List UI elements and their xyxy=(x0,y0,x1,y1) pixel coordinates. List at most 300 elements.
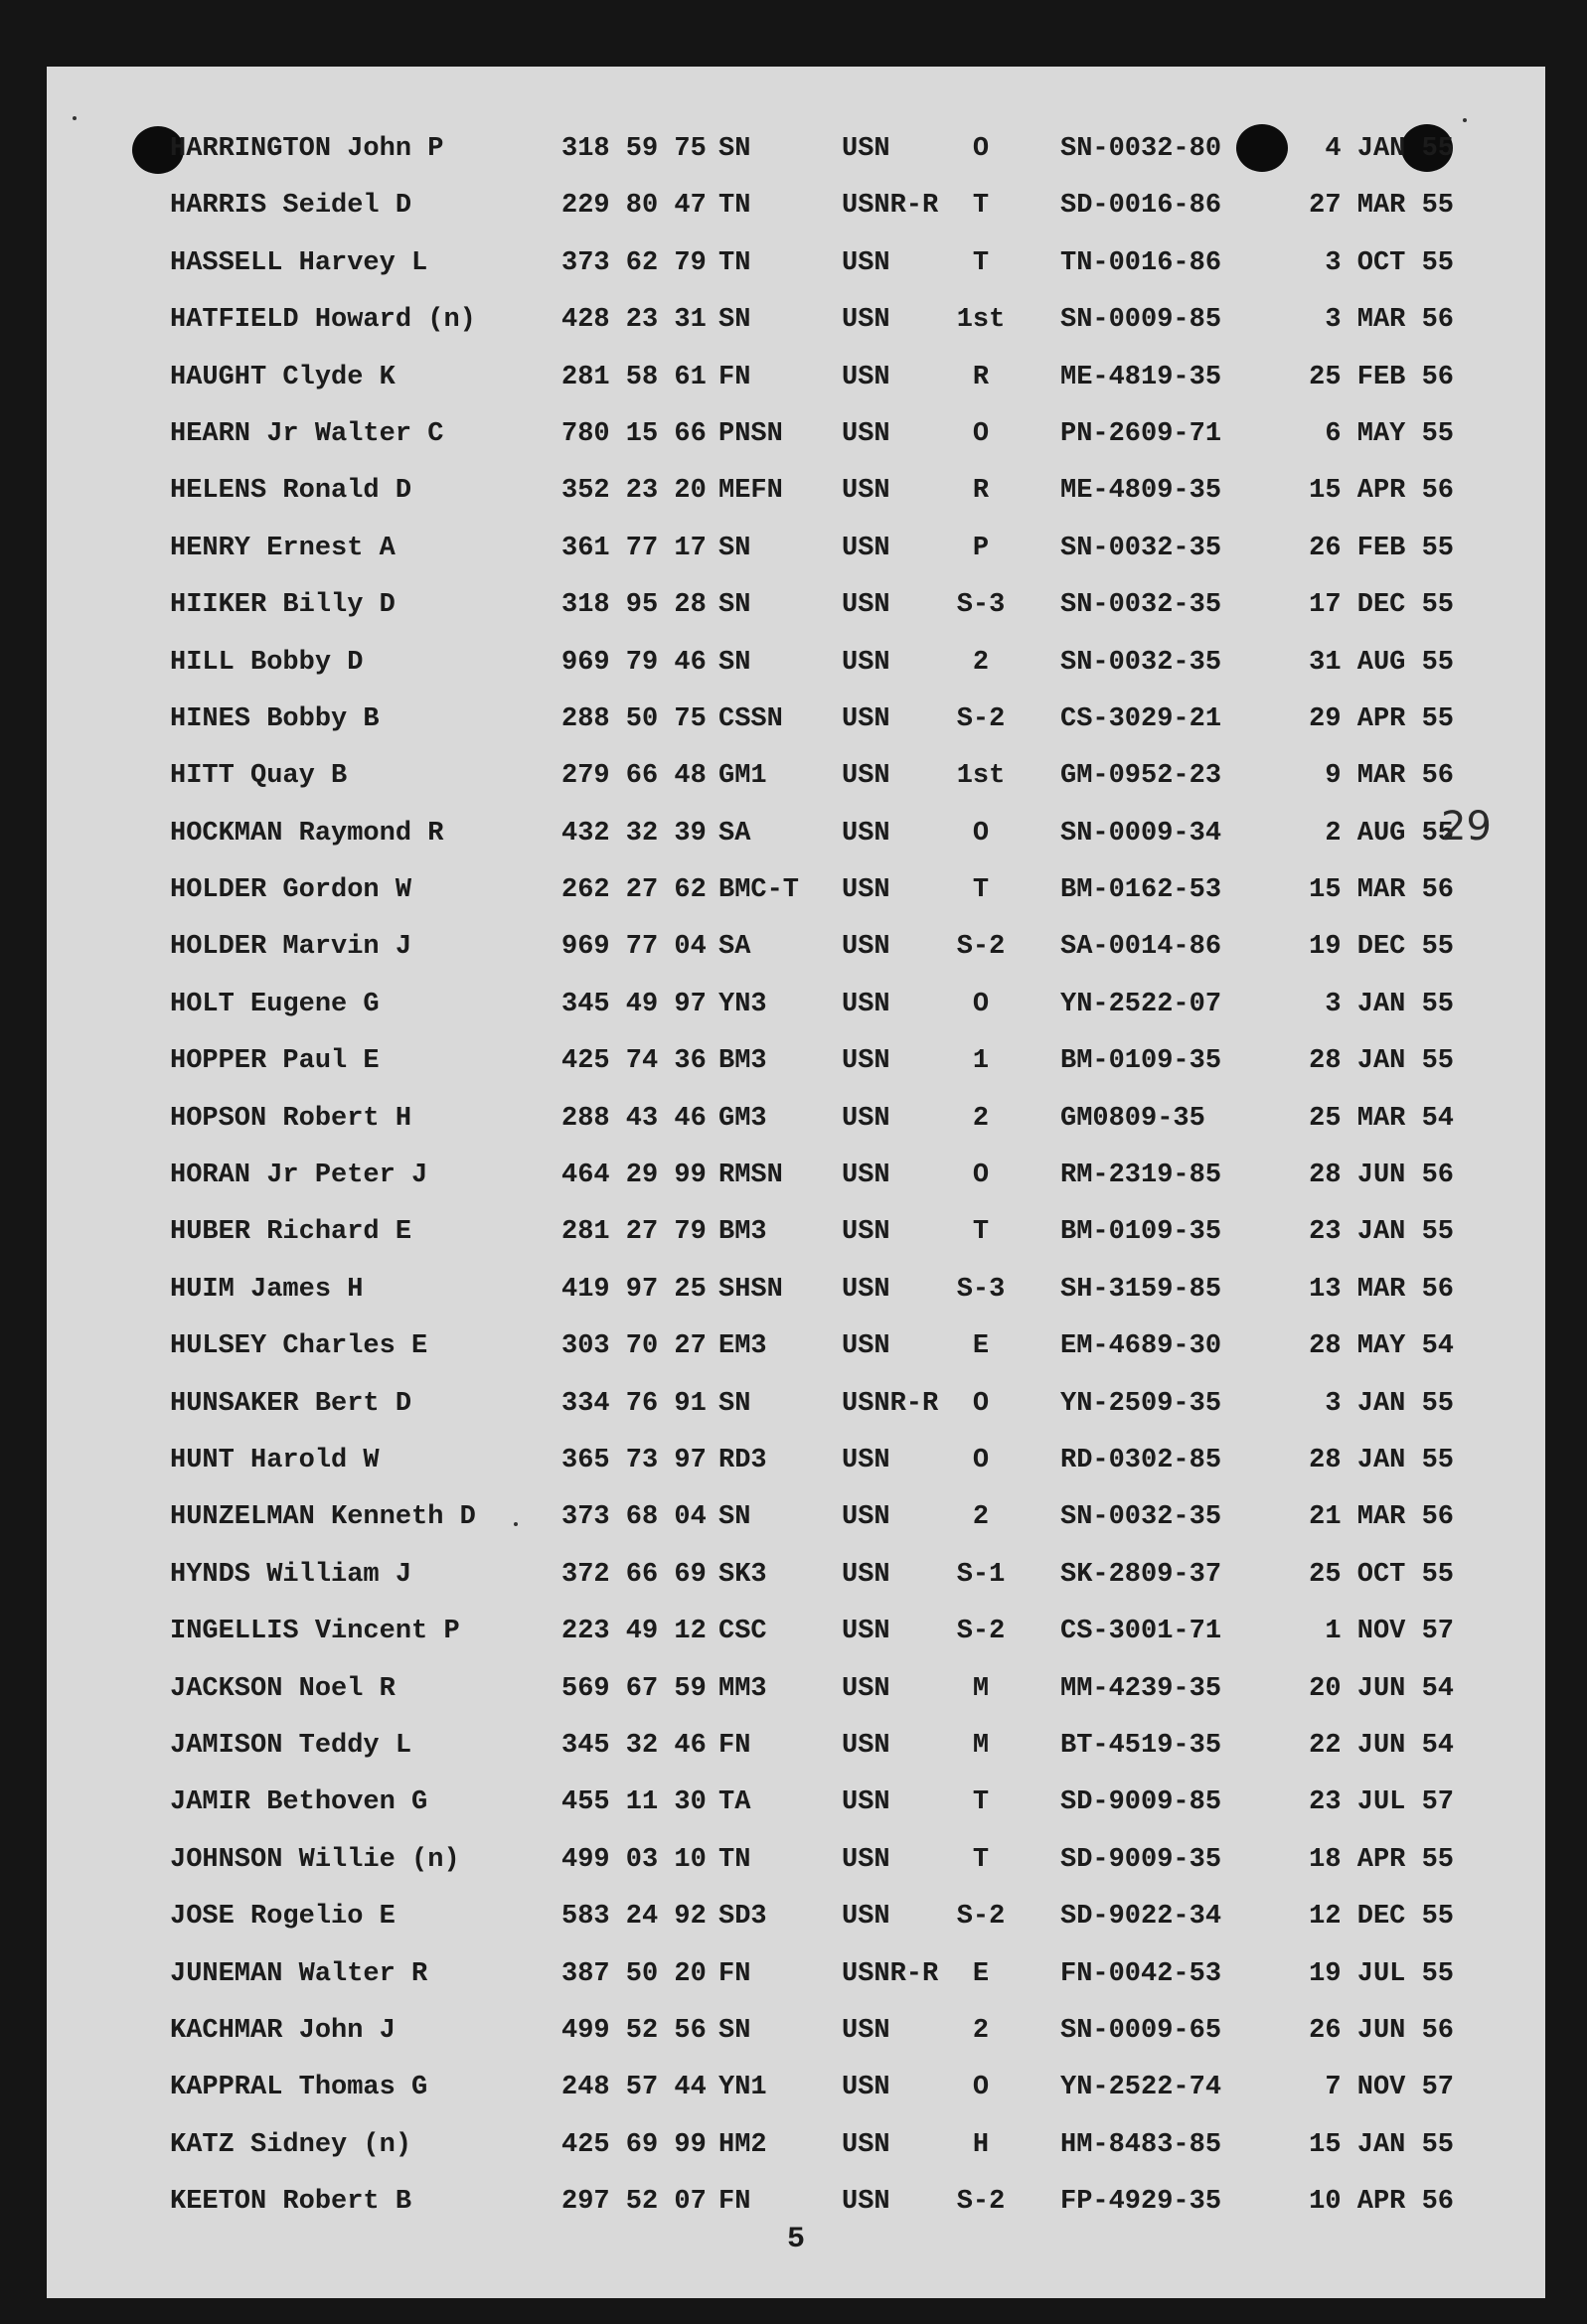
record-service-number: 361 77 17 xyxy=(561,533,707,563)
record-code: T xyxy=(972,1217,990,1248)
record-name: HULSEY Charles E xyxy=(170,1331,428,1362)
record-row xyxy=(47,1318,1545,1375)
record-name: HARRIS Seidel D xyxy=(170,191,412,222)
record-service-number: 318 59 75 xyxy=(561,134,707,164)
record-designator: SD-9009-35 xyxy=(1060,1844,1222,1875)
record-name: HUBER Richard E xyxy=(170,1217,412,1248)
record-service-number: 365 73 97 xyxy=(561,1445,707,1475)
record-row xyxy=(47,1489,1545,1546)
record-name: HAUGHT Clyde K xyxy=(170,362,396,392)
record-date: 23 JUL 57 xyxy=(1309,1787,1454,1818)
records-list xyxy=(47,121,1545,2231)
record-date: 25 MAR 54 xyxy=(1309,1103,1454,1134)
record-rate: SN xyxy=(718,1502,751,1533)
record-designator: SD-9009-85 xyxy=(1060,1787,1222,1818)
record-rate: SA xyxy=(718,932,751,963)
record-row xyxy=(47,1148,1545,1204)
record-service-number: 425 74 36 xyxy=(561,1046,707,1077)
record-designator: SN-0009-85 xyxy=(1060,305,1222,336)
record-component: USN xyxy=(842,2129,890,2160)
record-component: USN xyxy=(842,818,890,849)
record-designator: BM-0162-53 xyxy=(1060,875,1222,906)
record-rate: FN xyxy=(718,362,751,392)
record-code: S-2 xyxy=(956,703,1006,734)
record-service-number: 248 57 44 xyxy=(561,2073,707,2103)
record-component: USN xyxy=(842,476,890,507)
record-rate: FN xyxy=(718,2187,751,2218)
record-component: USN xyxy=(842,2015,890,2046)
record-row xyxy=(47,1604,1545,1660)
record-service-number: 969 77 04 xyxy=(561,932,707,963)
record-date: 23 JAN 55 xyxy=(1309,1217,1454,1248)
record-service-number: 345 32 46 xyxy=(561,1730,707,1761)
record-name: HATFIELD Howard (n) xyxy=(170,305,476,336)
record-date: 31 AUG 55 xyxy=(1309,647,1454,678)
record-component: USN xyxy=(842,1445,890,1475)
record-rate: TA xyxy=(718,1787,751,1818)
record-rate: SD3 xyxy=(718,1902,767,1933)
record-name: JOHNSON Willie (n) xyxy=(170,1844,460,1875)
record-code: T xyxy=(972,1787,990,1818)
record-row xyxy=(47,121,1545,178)
record-component: USN xyxy=(842,305,890,336)
record-code: S-2 xyxy=(956,932,1006,963)
record-component: USN xyxy=(842,1787,890,1818)
record-rate: SK3 xyxy=(718,1559,767,1590)
record-date: 12 DEC 55 xyxy=(1309,1902,1454,1933)
record-service-number: 499 52 56 xyxy=(561,2015,707,2046)
record-rate: SHSN xyxy=(718,1274,783,1305)
record-rate: CSC xyxy=(718,1617,767,1647)
record-code: O xyxy=(972,2073,990,2103)
record-row xyxy=(47,235,1545,292)
record-name: INGELLIS Vincent P xyxy=(170,1617,460,1647)
record-designator: SN-0032-35 xyxy=(1060,533,1222,563)
record-rate: TN xyxy=(718,247,751,278)
record-row xyxy=(47,1889,1545,1945)
record-component: USN xyxy=(842,761,890,792)
record-designator: FN-0042-53 xyxy=(1060,1958,1222,1989)
record-code: S-2 xyxy=(956,1617,1006,1647)
record-service-number: 583 24 92 xyxy=(561,1902,707,1933)
record-date: 15 APR 56 xyxy=(1309,476,1454,507)
record-rate: SN xyxy=(718,305,751,336)
margin-number: 29 xyxy=(1441,804,1492,850)
record-name: HUNT Harold W xyxy=(170,1445,380,1475)
record-rate: YN3 xyxy=(718,989,767,1019)
record-designator: SN-0032-35 xyxy=(1060,590,1222,621)
record-name: KAPPRAL Thomas G xyxy=(170,2073,428,2103)
record-row xyxy=(47,919,1545,976)
record-code: S-1 xyxy=(956,1559,1006,1590)
record-service-number: 223 49 12 xyxy=(561,1617,707,1647)
record-date: 28 JUN 56 xyxy=(1309,1161,1454,1191)
record-row xyxy=(47,1718,1545,1775)
record-date: 20 JUN 54 xyxy=(1309,1673,1454,1704)
record-date: 28 JAN 55 xyxy=(1309,1445,1454,1475)
record-rate: TN xyxy=(718,1844,751,1875)
record-designator: SD-0016-86 xyxy=(1060,191,1222,222)
record-name: HORAN Jr Peter J xyxy=(170,1161,428,1191)
record-code: E xyxy=(972,1958,990,1989)
record-date: 1 NOV 57 xyxy=(1325,1617,1454,1647)
record-component: USN xyxy=(842,1103,890,1134)
record-rate: FN xyxy=(718,1730,751,1761)
record-rate: GM1 xyxy=(718,761,767,792)
record-name: HUNSAKER Bert D xyxy=(170,1388,412,1419)
record-component: USN xyxy=(842,1161,890,1191)
record-name: HITT Quay B xyxy=(170,761,348,792)
record-date: 19 DEC 55 xyxy=(1309,932,1454,963)
record-name: HILL Bobby D xyxy=(170,647,364,678)
record-row xyxy=(47,577,1545,634)
record-name: HOCKMAN Raymond R xyxy=(170,818,444,849)
record-designator: YN-2522-07 xyxy=(1060,989,1222,1019)
record-service-number: 464 29 99 xyxy=(561,1161,707,1191)
record-rate: SN xyxy=(718,1388,751,1419)
record-name: JACKSON Noel R xyxy=(170,1673,396,1704)
record-code: O xyxy=(972,1445,990,1475)
record-rate: BM3 xyxy=(718,1217,767,1248)
record-rate: CSSN xyxy=(718,703,783,734)
record-component: USN xyxy=(842,703,890,734)
record-code: O xyxy=(972,818,990,849)
record-code: O xyxy=(972,1388,990,1419)
record-name: HENRY Ernest A xyxy=(170,533,396,563)
record-name: JUNEMAN Walter R xyxy=(170,1958,428,1989)
record-service-number: 372 66 69 xyxy=(561,1559,707,1590)
record-component: USN xyxy=(842,1730,890,1761)
record-date: 4 JAN 55 xyxy=(1325,134,1454,164)
record-designator: BM-0109-35 xyxy=(1060,1217,1222,1248)
record-component: USN xyxy=(842,1331,890,1362)
record-service-number: 281 27 79 xyxy=(561,1217,707,1248)
record-rate: TN xyxy=(718,191,751,222)
record-name: HOLDER Marvin J xyxy=(170,932,412,963)
record-row xyxy=(47,2117,1545,2174)
record-code: E xyxy=(972,1331,990,1362)
record-name: HEARN Jr Walter C xyxy=(170,418,444,449)
record-code: O xyxy=(972,989,990,1019)
record-name: HELENS Ronald D xyxy=(170,476,412,507)
record-name: HUIM James H xyxy=(170,1274,364,1305)
record-rate: SN xyxy=(718,533,751,563)
record-name: HUNZELMAN Kenneth D xyxy=(170,1502,476,1533)
record-component: USN xyxy=(842,1046,890,1077)
record-designator: SH-3159-85 xyxy=(1060,1274,1222,1305)
record-date: 13 MAR 56 xyxy=(1309,1274,1454,1305)
record-rate: BMC-T xyxy=(718,875,800,906)
record-component: USN xyxy=(842,1844,890,1875)
record-date: 25 OCT 55 xyxy=(1309,1559,1454,1590)
record-row xyxy=(47,2060,1545,2116)
record-rate: PNSN xyxy=(718,418,783,449)
record-code: 1 xyxy=(972,1046,990,1077)
record-row xyxy=(47,1775,1545,1831)
record-component: USNR-R xyxy=(842,1388,939,1419)
record-component: USN xyxy=(842,1217,890,1248)
record-date: 3 JAN 55 xyxy=(1325,1388,1454,1419)
record-service-number: 428 23 31 xyxy=(561,305,707,336)
record-component: USN xyxy=(842,1902,890,1933)
record-code: R xyxy=(972,476,990,507)
record-service-number: 345 49 97 xyxy=(561,989,707,1019)
record-name: HOLDER Gordon W xyxy=(170,875,412,906)
record-service-number: 288 50 75 xyxy=(561,703,707,734)
record-code: P xyxy=(972,533,990,563)
record-name: JOSE Rogelio E xyxy=(170,1902,396,1933)
record-date: 9 MAR 56 xyxy=(1325,761,1454,792)
record-service-number: 780 15 66 xyxy=(561,418,707,449)
record-row xyxy=(47,1946,1545,2003)
record-name: HYNDS William J xyxy=(170,1559,412,1590)
record-designator: SD-9022-34 xyxy=(1060,1902,1222,1933)
record-row xyxy=(47,1376,1545,1433)
record-row xyxy=(47,862,1545,919)
record-designator: BT-4519-35 xyxy=(1060,1730,1222,1761)
record-component: USNR-R xyxy=(842,1958,939,1989)
record-rate: EM3 xyxy=(718,1331,767,1362)
record-date: 21 MAR 56 xyxy=(1309,1502,1454,1533)
record-designator: SN-0032-35 xyxy=(1060,1502,1222,1533)
record-designator: RM-2319-85 xyxy=(1060,1161,1222,1191)
record-component: USN xyxy=(842,875,890,906)
record-code: 2 xyxy=(972,1103,990,1134)
record-code: T xyxy=(972,875,990,906)
record-service-number: 455 11 30 xyxy=(561,1787,707,1818)
record-component: USN xyxy=(842,1502,890,1533)
record-code: 1st xyxy=(956,305,1006,336)
record-designator: YN-2509-35 xyxy=(1060,1388,1222,1419)
record-rate: RMSN xyxy=(718,1161,783,1191)
record-component: USN xyxy=(842,247,890,278)
record-component: USN xyxy=(842,1673,890,1704)
record-service-number: 419 97 25 xyxy=(561,1274,707,1305)
record-component: USN xyxy=(842,989,890,1019)
record-service-number: 303 70 27 xyxy=(561,1331,707,1362)
record-designator: CS-3029-21 xyxy=(1060,703,1222,734)
record-code: T xyxy=(972,247,990,278)
record-row xyxy=(47,806,1545,862)
record-name: JAMIR Bethoven G xyxy=(170,1787,428,1818)
record-component: USN xyxy=(842,1559,890,1590)
record-date: 26 FEB 55 xyxy=(1309,533,1454,563)
record-row xyxy=(47,1547,1545,1604)
document-page xyxy=(47,67,1545,2298)
record-row xyxy=(47,1204,1545,1261)
record-code: M xyxy=(972,1730,990,1761)
record-row xyxy=(47,748,1545,805)
record-code: 2 xyxy=(972,647,990,678)
record-row xyxy=(47,406,1545,463)
record-date: 28 JAN 55 xyxy=(1309,1046,1454,1077)
record-row xyxy=(47,635,1545,692)
record-designator: HM-8483-85 xyxy=(1060,2129,1222,2160)
record-component: USN xyxy=(842,932,890,963)
record-date: 3 OCT 55 xyxy=(1325,247,1454,278)
record-component: USNR-R xyxy=(842,191,939,222)
record-component: USN xyxy=(842,2073,890,2103)
record-service-number: 373 62 79 xyxy=(561,247,707,278)
record-code: H xyxy=(972,2129,990,2160)
record-rate: MEFN xyxy=(718,476,783,507)
record-rate: SN xyxy=(718,590,751,621)
record-rate: RD3 xyxy=(718,1445,767,1475)
record-code: T xyxy=(972,191,990,222)
record-service-number: 373 68 04 xyxy=(561,1502,707,1533)
record-date: 17 DEC 55 xyxy=(1309,590,1454,621)
record-rate: SN xyxy=(718,134,751,164)
record-name: HINES Bobby B xyxy=(170,703,380,734)
record-designator: EM-4689-30 xyxy=(1060,1331,1222,1362)
record-row xyxy=(47,977,1545,1033)
record-designator: PN-2609-71 xyxy=(1060,418,1222,449)
record-row xyxy=(47,1661,1545,1718)
record-code: R xyxy=(972,362,990,392)
record-service-number: 288 43 46 xyxy=(561,1103,707,1134)
record-designator: RD-0302-85 xyxy=(1060,1445,1222,1475)
record-designator: FP-4929-35 xyxy=(1060,2187,1222,2218)
record-name: KACHMAR John J xyxy=(170,2015,396,2046)
record-designator: YN-2522-74 xyxy=(1060,2073,1222,2103)
record-code: S-3 xyxy=(956,590,1006,621)
record-component: USN xyxy=(842,2187,890,2218)
record-date: 7 NOV 57 xyxy=(1325,2073,1454,2103)
record-service-number: 569 67 59 xyxy=(561,1673,707,1704)
record-designator: ME-4819-35 xyxy=(1060,362,1222,392)
record-code: S-2 xyxy=(956,2187,1006,2218)
record-date: 15 JAN 55 xyxy=(1309,2129,1454,2160)
speck-mark xyxy=(73,116,77,120)
record-rate: MM3 xyxy=(718,1673,767,1704)
record-rate: YN1 xyxy=(718,2073,767,2103)
record-rate: HM2 xyxy=(718,2129,767,2160)
record-designator: SA-0014-86 xyxy=(1060,932,1222,963)
record-date: 18 APR 55 xyxy=(1309,1844,1454,1875)
record-component: USN xyxy=(842,647,890,678)
record-service-number: 318 95 28 xyxy=(561,590,707,621)
record-name: HASSELL Harvey L xyxy=(170,247,428,278)
record-designator: BM-0109-35 xyxy=(1060,1046,1222,1077)
record-name: HOPPER Paul E xyxy=(170,1046,380,1077)
record-row xyxy=(47,521,1545,577)
record-code: 2 xyxy=(972,1502,990,1533)
page-number: 5 xyxy=(786,2223,805,2256)
record-component: USN xyxy=(842,134,890,164)
record-designator: SK-2809-37 xyxy=(1060,1559,1222,1590)
record-row xyxy=(47,178,1545,234)
record-designator: TN-0016-86 xyxy=(1060,247,1222,278)
record-component: USN xyxy=(842,1274,890,1305)
record-code: T xyxy=(972,1844,990,1875)
record-rate: SN xyxy=(718,2015,751,2046)
record-name: HOPSON Robert H xyxy=(170,1103,412,1134)
record-designator: SN-0009-34 xyxy=(1060,818,1222,849)
record-date: 3 JAN 55 xyxy=(1325,989,1454,1019)
record-service-number: 281 58 61 xyxy=(561,362,707,392)
record-designator: CS-3001-71 xyxy=(1060,1617,1222,1647)
record-code: S-2 xyxy=(956,1902,1006,1933)
record-row xyxy=(47,463,1545,520)
record-date: 28 MAY 54 xyxy=(1309,1331,1454,1362)
record-designator: ME-4809-35 xyxy=(1060,476,1222,507)
record-rate: SA xyxy=(718,818,751,849)
record-date: 25 FEB 56 xyxy=(1309,362,1454,392)
record-date: 15 MAR 56 xyxy=(1309,875,1454,906)
record-designator: MM-4239-35 xyxy=(1060,1673,1222,1704)
record-designator: SN-0009-65 xyxy=(1060,2015,1222,2046)
record-row xyxy=(47,1832,1545,1889)
record-date: 29 APR 55 xyxy=(1309,703,1454,734)
record-row xyxy=(47,350,1545,406)
record-rate: FN xyxy=(718,1958,751,1989)
record-date: 26 JUN 56 xyxy=(1309,2015,1454,2046)
record-date: 27 MAR 55 xyxy=(1309,191,1454,222)
record-code: 1st xyxy=(956,761,1006,792)
record-service-number: 297 52 07 xyxy=(561,2187,707,2218)
record-service-number: 425 69 99 xyxy=(561,2129,707,2160)
record-rate: BM3 xyxy=(718,1046,767,1077)
record-date: 6 MAY 55 xyxy=(1325,418,1454,449)
record-date: 10 APR 56 xyxy=(1309,2187,1454,2218)
record-name: HOLT Eugene G xyxy=(170,989,380,1019)
record-service-number: 334 76 91 xyxy=(561,1388,707,1419)
record-service-number: 969 79 46 xyxy=(561,647,707,678)
record-component: USN xyxy=(842,590,890,621)
record-row xyxy=(47,2003,1545,2060)
record-designator: GM-0952-23 xyxy=(1060,761,1222,792)
record-code: S-3 xyxy=(956,1274,1006,1305)
record-rate: SN xyxy=(718,647,751,678)
record-rate: GM3 xyxy=(718,1103,767,1134)
record-service-number: 432 32 39 xyxy=(561,818,707,849)
record-code: 2 xyxy=(972,2015,990,2046)
record-code: O xyxy=(972,1161,990,1191)
record-name: HARRINGTON John P xyxy=(170,134,444,164)
record-service-number: 499 03 10 xyxy=(561,1844,707,1875)
record-name: KATZ Sidney (n) xyxy=(170,2129,412,2160)
record-service-number: 229 80 47 xyxy=(561,191,707,222)
record-code: O xyxy=(972,418,990,449)
record-service-number: 352 23 20 xyxy=(561,476,707,507)
record-row xyxy=(47,1433,1545,1489)
record-date: 2 AUG 55 xyxy=(1325,818,1454,849)
record-component: USN xyxy=(842,1617,890,1647)
record-row xyxy=(47,1091,1545,1148)
record-name: JAMISON Teddy L xyxy=(170,1730,412,1761)
record-code: M xyxy=(972,1673,990,1704)
record-date: 19 JUL 55 xyxy=(1309,1958,1454,1989)
record-row xyxy=(47,292,1545,349)
record-component: USN xyxy=(842,418,890,449)
record-component: USN xyxy=(842,533,890,563)
record-designator: SN-0032-35 xyxy=(1060,647,1222,678)
record-row xyxy=(47,1033,1545,1090)
record-date: 3 MAR 56 xyxy=(1325,305,1454,336)
record-code: O xyxy=(972,134,990,164)
record-name: KEETON Robert B xyxy=(170,2187,412,2218)
record-designator: SN-0032-80 xyxy=(1060,134,1222,164)
record-service-number: 279 66 48 xyxy=(561,761,707,792)
record-name: HIIKER Billy D xyxy=(170,590,396,621)
record-row xyxy=(47,1262,1545,1318)
record-service-number: 387 50 20 xyxy=(561,1958,707,1989)
record-component: USN xyxy=(842,362,890,392)
record-row xyxy=(47,692,1545,748)
record-date: 22 JUN 54 xyxy=(1309,1730,1454,1761)
record-service-number: 262 27 62 xyxy=(561,875,707,906)
record-designator: GM0809-35 xyxy=(1060,1103,1205,1134)
